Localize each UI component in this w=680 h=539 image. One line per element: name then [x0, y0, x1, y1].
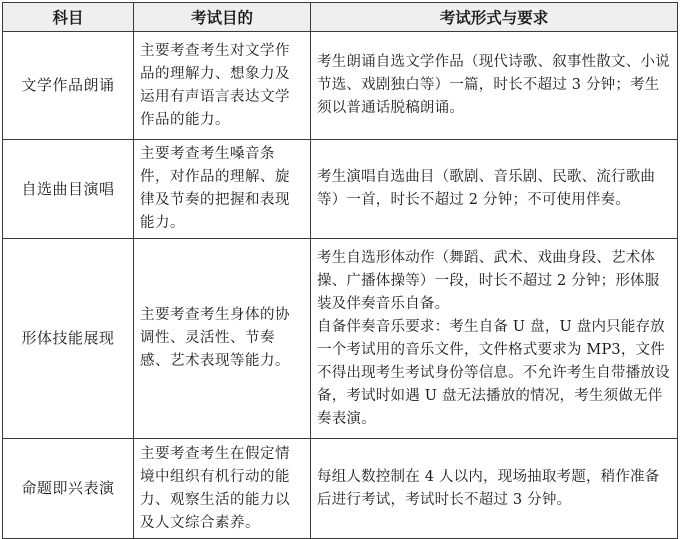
row-requirements: [311, 439, 678, 539]
row-requirements: [311, 32, 678, 140]
header-row: [3, 3, 678, 32]
row-subject: 命题即兴表演: [3, 439, 134, 539]
row-subject: 文学作品朗诵: [3, 32, 134, 140]
header-subject: 科目: [3, 3, 134, 32]
row-purpose: 主要考查考生嗓音条件，对作品的理解、旋律及节奏的把握和表现能力。: [134, 140, 311, 239]
row-subject: 形体技能展现: [3, 239, 134, 439]
row-subject: 自选曲目演唱: [3, 140, 134, 239]
table-row: [3, 140, 678, 239]
table-body: [3, 32, 678, 539]
row-requirements: [311, 140, 678, 239]
requirement-paragraph: 自备伴奏音乐要求：考生自备 U 盘，U 盘内只能存放一个考试用的音乐文件，文件格式要求为 MP3，文件不得出现考生考试身份等信息。不允许考生自带播放设备，考试时如遇 U 盘无法播放的情况，考生须做无伴奏表演。: [317, 318, 670, 427]
header-requirements: 考试形式与要求: [311, 3, 678, 32]
row-purpose: 主要考查考生在假定情境中组织有机行动的能力、观察生活的能力以及人文综合素养。: [134, 439, 311, 539]
table-row: [3, 439, 678, 539]
table-header: [3, 3, 678, 32]
header-purpose: 考试目的: [134, 3, 311, 32]
requirement-paragraph: 考生朗诵自选文学作品（现代诗歌、叙事性散文、小说节选、戏剧独白等）一篇，时长不超过 3 分钟；考生须以普通话脱稿朗诵。: [317, 54, 670, 116]
table-row: [3, 239, 678, 439]
requirement-paragraph: 考生演唱自选曲目（歌剧、音乐剧、民歌、流行歌曲等）一首，时长不超过 2 分钟；不可使用伴奏。: [317, 169, 656, 208]
exam-requirements-table: [2, 2, 678, 539]
row-purpose: 主要考查考生对文学作品的理解力、想象力及运用有声语言表达文学作品的能力。: [134, 32, 311, 140]
row-requirements: [311, 239, 678, 439]
row-purpose: 主要考查考生身体的协调性、灵活性、节奏感、艺术表现等能力。: [134, 239, 311, 439]
requirement-paragraph: 考生自选形体动作（舞蹈、武术、戏曲身段、艺术体操、广播体操等）一段，时长不超过 2 分钟；形体服装及伴奏音乐自备。: [317, 249, 660, 312]
table-row: [3, 32, 678, 140]
requirement-paragraph: 每组人数控制在 4 人以内，现场抽取考题，稍作准备后进行考试，考试时长不超过 3 分钟。: [317, 468, 660, 508]
